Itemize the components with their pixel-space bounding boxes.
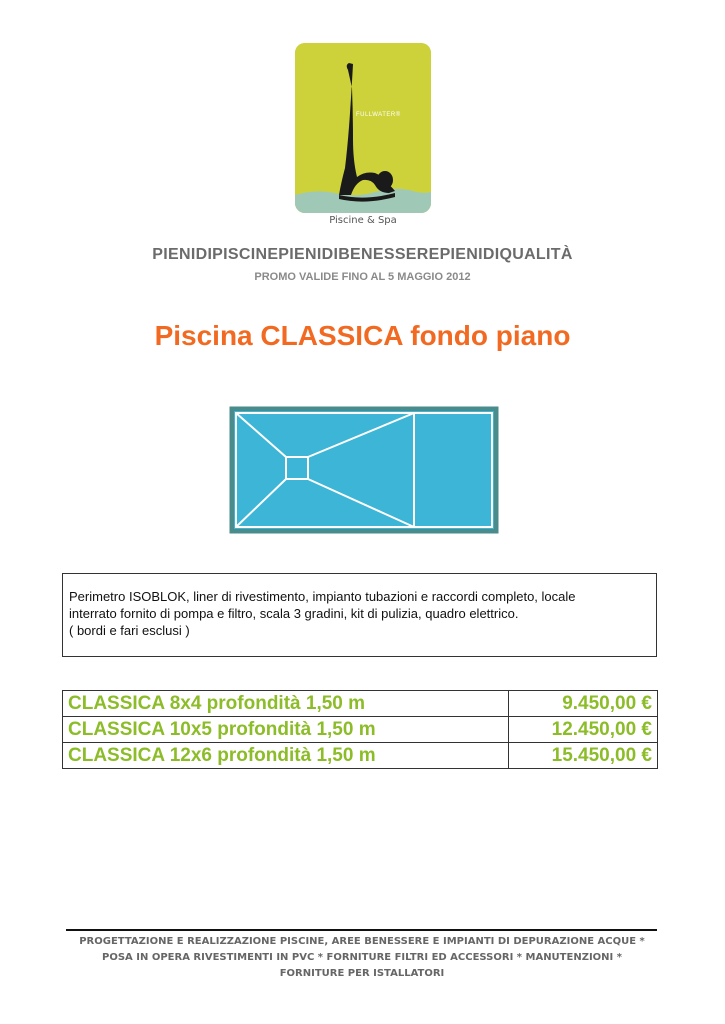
price-cell: 9.450,00 € [509,691,658,717]
table-row [63,691,658,717]
table-row [63,743,658,769]
footer-line: PROGETTAZIONE E REALIZZAZIONE PISCINE, AREE BENESSERE E IMPIANTI DI DEPURAZIONE ACQUE * [79,936,645,947]
table-row [63,717,658,743]
price-table [62,690,658,769]
pool-diagram [228,405,500,535]
description-box [62,573,657,657]
pool-icon [228,405,500,535]
fullwater-logo [295,43,431,213]
footer-divider [66,929,657,931]
price-cell: 15.450,00 € [509,743,658,769]
page-title: Piscina CLASSICA fondo piano [154,320,571,351]
logo-caption: Piscine & Spa [329,215,397,226]
model-cell: CLASSICA 12x6 profondità 1,50 m [63,743,509,769]
footer [62,934,662,982]
slogan: PIENIDIPISCINEPIENIDIBENESSEREPIENIDIQUALITÀ [152,246,573,263]
model-cell: CLASSICA 10x5 profondità 1,50 m [63,717,509,743]
price-cell: 12.450,00 € [509,717,658,743]
diver-silhouette-icon [295,43,431,213]
footer-line: POSA IN OPERA RIVESTIMENTI IN PVC * FORNITURE FILTRI ED ACCESSORI * MANUTENZIONI * [102,952,622,963]
promo-validity: PROMO VALIDE FINO AL 5 MAGGIO 2012 [254,271,471,283]
description-line: interrato fornito di pompa e filtro, scala 3 gradini, kit di pulizia, quadro elettrico. [69,606,519,621]
brand-name: FULLWATER® [356,112,401,118]
footer-line: FORNITURE PER ISTALLATORI [279,968,445,979]
description-line: ( bordi e fari esclusi ) [69,623,190,638]
model-cell: CLASSICA 8x4 profondità 1,50 m [63,691,509,717]
description-line: Perimetro ISOBLOK, liner di rivestimento, impianto tubazioni e raccordi completo, locale [69,589,576,604]
